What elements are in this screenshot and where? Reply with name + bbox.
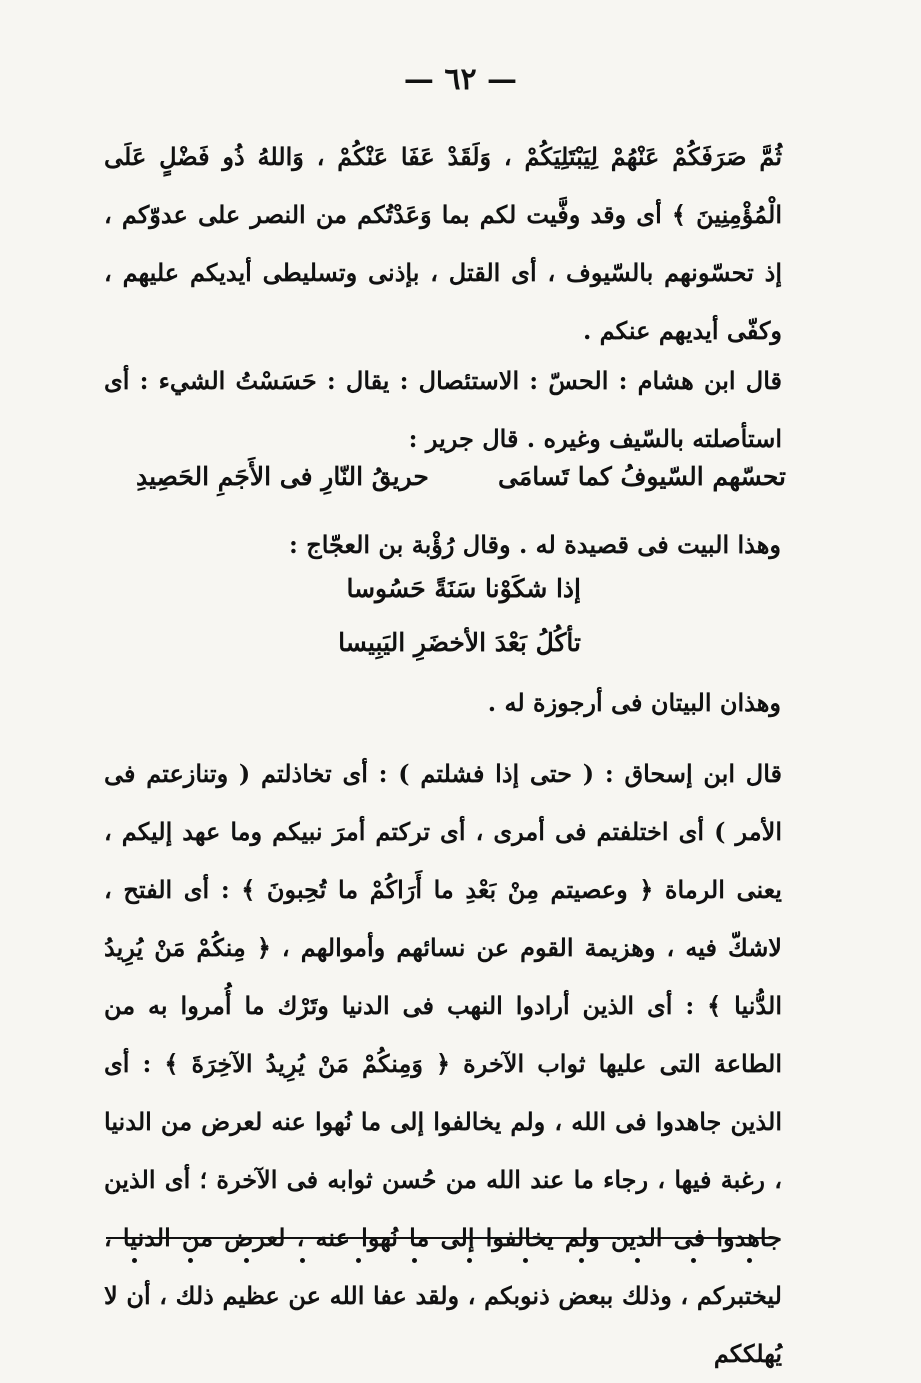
dot-ornament — [188, 1258, 193, 1263]
dot-ornament — [691, 1258, 696, 1263]
dot-ornament — [579, 1258, 584, 1263]
paragraph-quran-commentary — [104, 128, 782, 360]
page-number: — ٦٢ — — [403, 62, 518, 97]
verse-second-hemistich: حريقُ النّارِ فى الأَجَمِ الحَصِيدِ — [136, 462, 429, 491]
dot-ornament — [300, 1258, 305, 1263]
dot-ornament — [467, 1258, 472, 1263]
dot-ornament — [244, 1258, 249, 1263]
dot-ornament — [523, 1258, 528, 1263]
verse-note: وهذا البيت فى قصيدة له . وقال رُؤْبة بن العجّاج : — [288, 530, 781, 559]
paragraph-text: قال ابن هشام : الحسّ : الاستئصال : يقال : حَسَسْتُ الشيء : أى استأصلته بالسّيف وغيره . قال جرير : — [104, 366, 782, 453]
rajaz-note: وهذان البيتان فى أرجوزة له . — [487, 688, 781, 717]
rajaz-line-1: إذا شكَوْنا سَنَةً حَسُوسا — [346, 574, 581, 603]
footer-divider — [106, 1237, 776, 1239]
rajaz-line-2: تأكُلُ بَعْدَ الأخضَرِ اليَبِيسا — [338, 628, 581, 657]
poem-verse-jarir — [136, 462, 786, 491]
dot-ornament — [412, 1258, 417, 1263]
paragraph-text: قال ابن إسحاق : ( حتى إذا فشلتم ) : أى تخاذلتم ( وتنازعتم فى الأمر ) أى اختلفتم فى أمرى ، أى تركتم أمرَ نبيكم وما عهد إليكم ، يعنى الرماة ﴿ وعصيتم مِنْ بَعْدِ ما أَرَاكُمْ ما تُحِبونَ ﴾ : أى الفتح ، لاشكّ فيه ، وهزيمة القوم عن نسائهم وأموالهم ، ﴿ مِنكُمْ مَنْ يُرِيدُ الدُّنيا ﴾ : أى الذين أرادوا النهب فى الدنيا وتَرْك ما أُمروا به من الطاعة التى عليها ثواب الآخرة ﴿ وَمِنكُمْ مَنْ يُرِيدُ الآخِرَةَ ﴾ : أى الذين جاهدوا فى الله ، ولم يخالفوا إلى ما نُهوا عنه لعرض من الدنيا ، رغبة فيها ، رجاء ما عند الله من حُسن ثوابه فى الآخرة ؛ أى الذين جاهدوا فى الدين ولم يخالفوا إلى ما نُهوا عنه ، لعرض من الدنيا ، ليختبركم ، وذلك ببعض ذنوبكم ، ولقد عفا الله عن عظيم ذلك ، أن لا يُهلككم — [104, 759, 782, 1368]
footer-dots — [132, 1258, 752, 1263]
verse-first-hemistich: تحسّهم السّيوفُ كما تَسامَى — [498, 462, 786, 491]
dot-ornament — [132, 1258, 137, 1263]
dot-ornament — [747, 1258, 752, 1263]
paragraph-text: ثُمَّ صَرَفَكُمْ عَنْهُمْ لِيَبْتَلِيَكُمْ ، وَلَقَدْ عَفَا عَنْكُمْ ، وَاللهُ ذُو فَضْلٍ عَلَى الْمُؤْمِنِينَ ﴾ أى وقد وفَّيت لكم بما وَعَدْتُكم من النصر على عدوّكم ، إذ تحسّونهم بالسّيوف ، أى القتل ، بإذنى وتسليطى أيديكم عليهم ، وكفّى أيديهم عنكم . — [104, 142, 782, 345]
paragraph-ibn-ishaq — [104, 745, 782, 1383]
dot-ornament — [356, 1258, 361, 1263]
dot-ornament — [635, 1258, 640, 1263]
paragraph-ibn-hisham — [104, 352, 782, 468]
